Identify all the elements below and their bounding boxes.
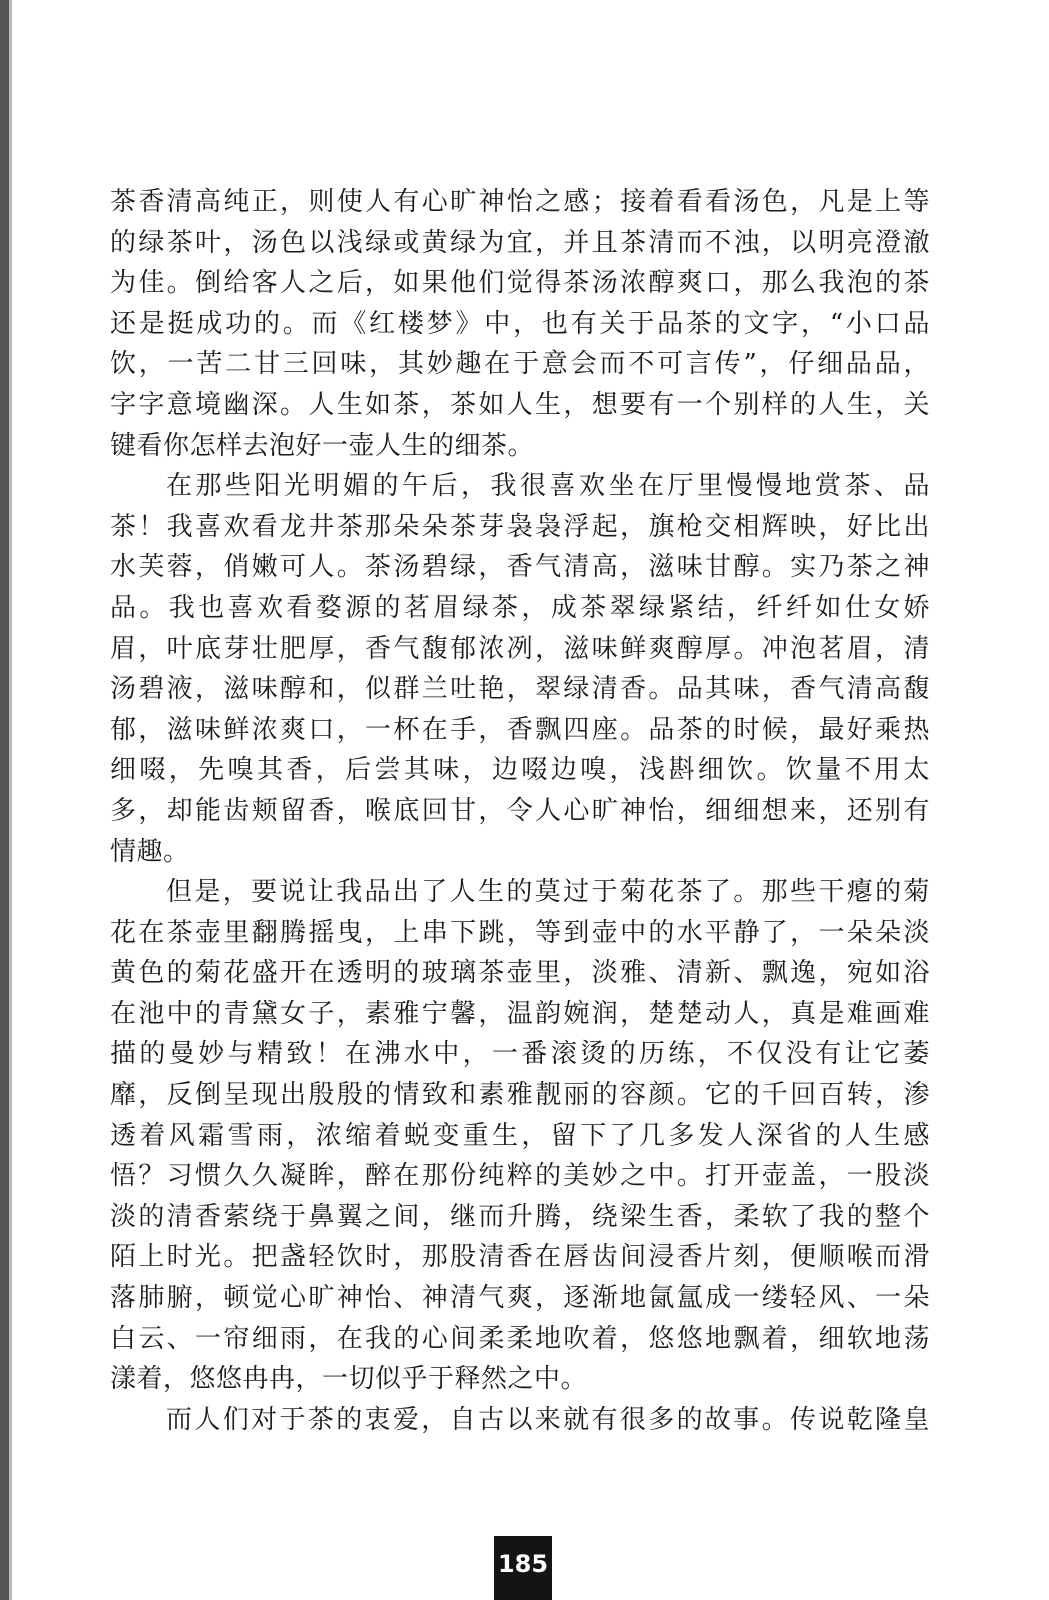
text-line: 情趣。 [110, 836, 190, 867]
text-line: 漾着，悠悠冉冉，一切似乎于释然之中。 [110, 1364, 588, 1395]
text-line: 但是，要说让我品出了人生的莫过于菊花茶了。那些干瘪的菊 [166, 877, 930, 908]
paragraph-3 [110, 872, 930, 1400]
paragraph-2 [110, 466, 930, 872]
text-line: 落肺腑，顿觉心旷神怡、神清气爽，逐渐地氤氲成一缕轻风、一朵 [110, 1283, 930, 1314]
page-left-edge-shadow [9, 0, 12, 1600]
paragraph-4 [110, 1400, 930, 1441]
text-line: 还是挺成功的。而《红楼梦》中，也有关于品茶的文字，“小口品 [110, 308, 930, 339]
text-line: 而人们对于茶的衷爱，自古以来就有很多的故事。传说乾隆皇 [166, 1404, 930, 1435]
text-line: 郁，滋味鲜浓爽口，一杯在手，香飘四座。品茶的时候，最好乘热 [110, 714, 930, 745]
text-line: 的绿茶叶，汤色以浅绿或黄绿为宜，并且茶清而不浊，以明亮澄澈 [110, 227, 930, 258]
text-line: 靡，反倒呈现出殷殷的情致和素雅靓丽的容颜。它的千回百转，渗 [110, 1080, 930, 1111]
text-line: 汤碧液，滋味醇和，似群兰吐艳，翠绿清香。品其味，香气清高馥 [110, 674, 930, 705]
text-line: 为佳。倒给客人之后，如果他们觉得茶汤浓醇爽口，那么我泡的茶 [110, 268, 930, 299]
text-line: 饮，一苦二甘三回味，其妙趣在于意会而不可言传”，仔细品品， [110, 349, 930, 380]
text-line: 在那些阳光明媚的午后，我很喜欢坐在厅里慢慢地赏茶、品 [166, 471, 930, 502]
text-line: 淡的清香萦绕于鼻翼之间，继而升腾，绕梁生香，柔软了我的整个 [110, 1201, 930, 1232]
text-line: 透着风霜雪雨，浓缩着蜕变重生，留下了几多发人深省的人生感 [110, 1120, 930, 1151]
text-line: 在池中的青黛女子，素雅宁馨，温韵婉润，楚楚动人，真是难画难 [110, 998, 930, 1029]
text-line: 白云、一帘细雨，在我的心间柔柔地吹着，悠悠地飘着，细软地荡 [110, 1323, 930, 1354]
text-line: 黄色的菊花盛开在透明的玻璃茶壶里，淡雅、清新、飘逸，宛如浴 [110, 958, 930, 989]
text-line: 花在茶壶里翻腾摇曳，上串下跳，等到壶中的水平静了，一朵朵淡 [110, 917, 930, 948]
text-line: 键看你怎样去泡好一壶人生的细茶。 [110, 430, 535, 461]
text-line: 品。我也喜欢看婺源的茗眉绿茶，成茶翠绿紧结，纤纤如仕女娇 [110, 592, 930, 623]
text-line: 茶香清高纯正，则使人有心旷神怡之感；接着看看汤色，凡是上等 [110, 187, 930, 217]
text-line: 悟？习惯久久凝眸，醉在那份纯粹的美妙之中。打开壶盖，一股淡 [110, 1161, 930, 1192]
text-line: 陌上时光。把盏轻饮时，那股清香在唇齿间浸香片刻，便顺喉而滑 [110, 1242, 930, 1273]
page-number: 185 [494, 1536, 552, 1600]
page-left-edge [0, 0, 9, 1600]
text-line: 眉，叶底芽壮肥厚，香气馥郁浓冽，滋味鲜爽醇厚。冲泡茗眉，清 [110, 633, 930, 664]
text-line: 多，却能齿颊留香，喉底回甘，令人心旷神怡，细细想来，还别有 [110, 795, 930, 826]
text-line: 细啜，先嗅其香，后尝其味，边啜边嗅，浅斟细饮。饮量不用太 [110, 755, 930, 786]
text-line: 水芙蓉，俏嫩可人。茶汤碧绿，香气清高，滋味甘醇。实乃茶之神 [110, 552, 930, 583]
body-text [110, 182, 930, 1440]
text-line: 字字意境幽深。人生如茶，茶如人生，想要有一个别样的人生，关 [110, 389, 930, 420]
text-line: 茶！我喜欢看龙井茶那朵朵茶芽袅袅浮起，旗枪交相辉映，好比出 [110, 511, 930, 542]
text-line: 描的曼妙与精致！在沸水中，一番滚烫的历练，不仅没有让它萎 [110, 1039, 930, 1070]
paragraph-1 [110, 182, 930, 466]
